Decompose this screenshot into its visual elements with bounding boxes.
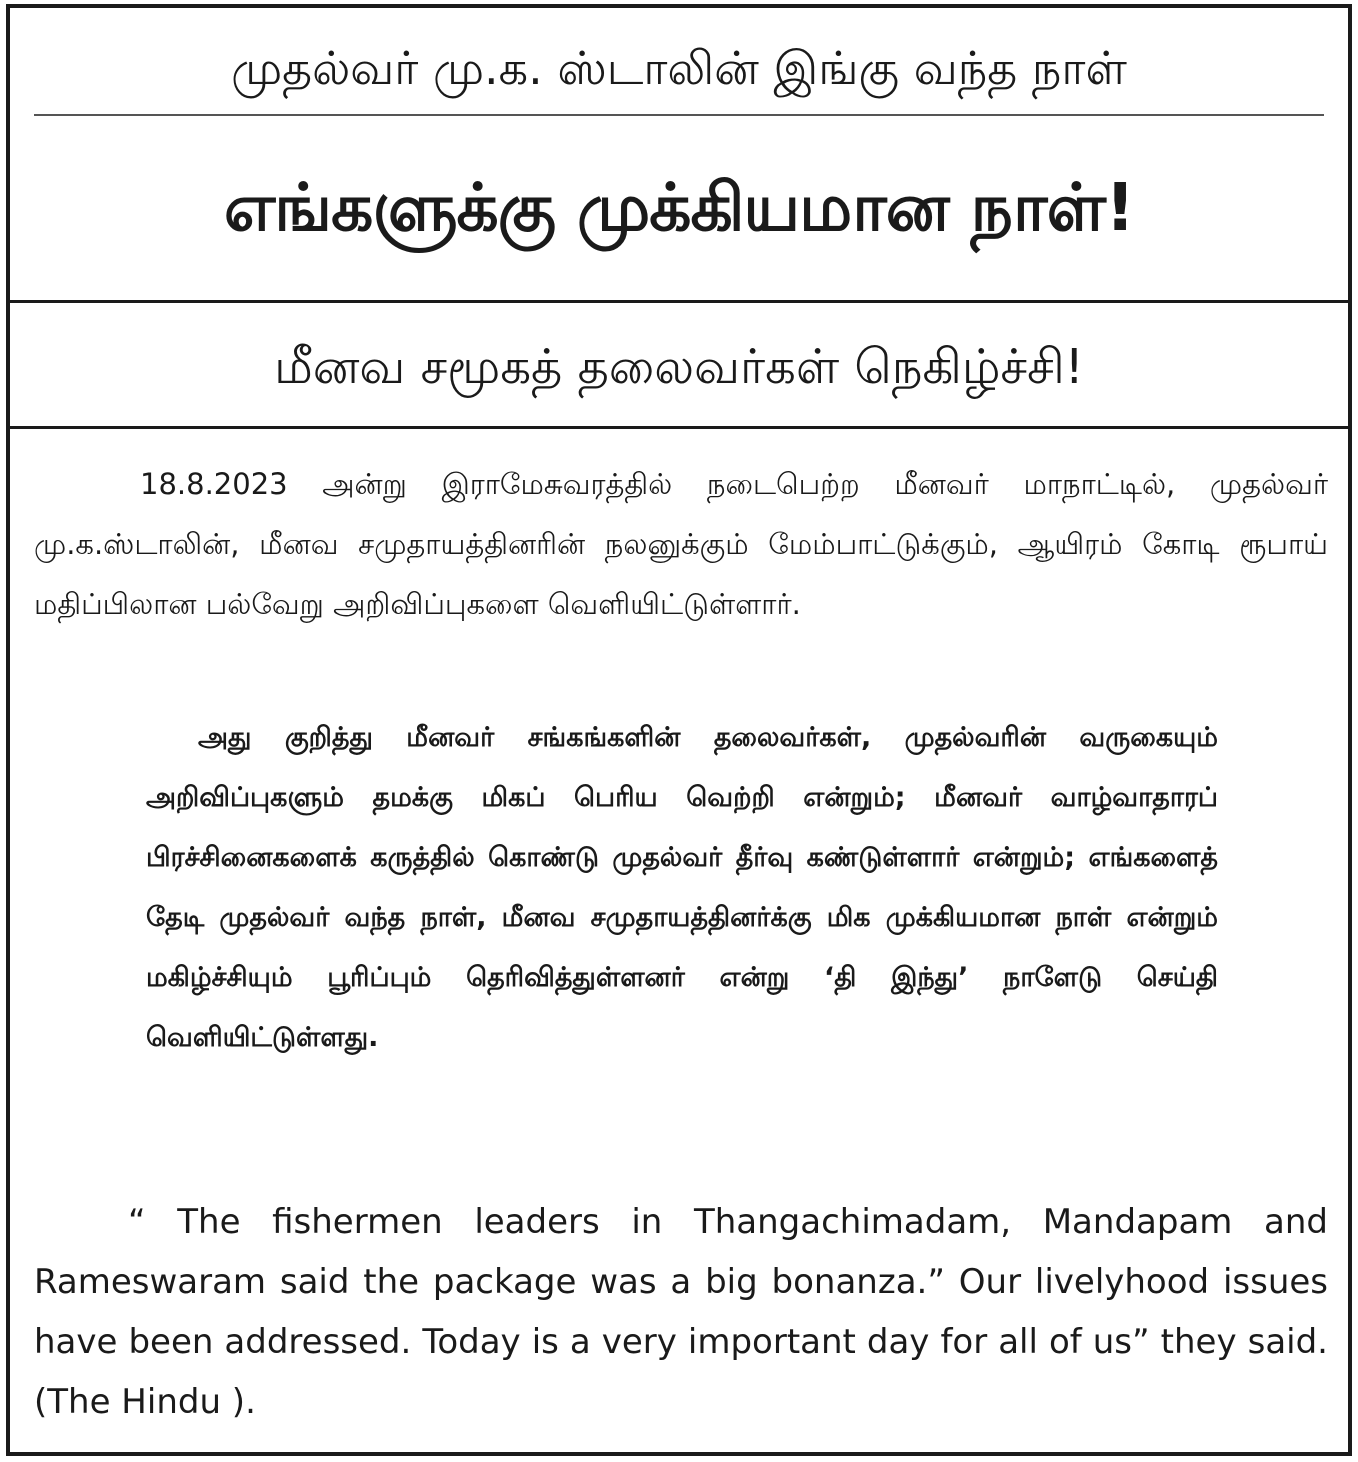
kicker-title: முதல்வர் மு.க. ஸ்டாலின் இங்கு வந்த நாள் [231,41,1127,95]
quote-tamil-paragraph: அது குறித்து மீனவர் சங்கங்களின் தலைவர்கள், முதல்வரின் வருகையும் அறிவிப்புகளும் தமக்கு மிகப் பெரிய வெற்றி என்றும்; மீனவர் வாழ்வாதாரப் பிரச்சினைகளைக் கருத்தில் கொண்டு முதல்வர் தீர்வு கண்டுள்ளார் என்றும்; எங்களைத் தேடி முதல்வர் வந்த நாள், மீனவ சமுதாயத்தினர்க்கு மிக முக்கியமான நாள் என்றும் மகிழ்ச்சியும் பூரிப்பும் தெரிவித்துள்ளனர் என்று ‘தி இந்து’ நாளேடு செய்தி வெளியிட்டுள்ளது. [146,722,1218,1053]
subheadline: மீனவ சமூகத் தலைவர்கள் நெகிழ்ச்சி! [274,339,1084,395]
divider-thin [34,114,1324,116]
headline: எங்களுக்கு முக்கியமான நாள்! [223,169,1135,246]
divider-bottom [10,426,1348,429]
article-frame [6,4,1352,1456]
intro-paragraph: 18.8.2023 அன்று இராமேசுவரத்தில் நடைபெற்ற மீனவர் மாநாட்டில், முதல்வர் மு.க.ஸ்டாலின், மீனவ சமுதாயத்தினரின் நலனுக்கும் மேம்பாட்டுக்கும், ஆயிரம் கோடி ரூபாய் மதிப்பிலான பல்வேறு அறிவிப்புகளை வெளியிட்டுள்ளார். [34,467,1328,621]
quote-english-paragraph: “ The fishermen leaders in Thangachimadam, Mandapam and Rameswaram said the package was a big bonanza.” Our livelyhood issues have been addressed. Today is a very important day for all of us” they said. (The Hindu ). [34,1202,1328,1422]
divider-top [10,300,1348,303]
